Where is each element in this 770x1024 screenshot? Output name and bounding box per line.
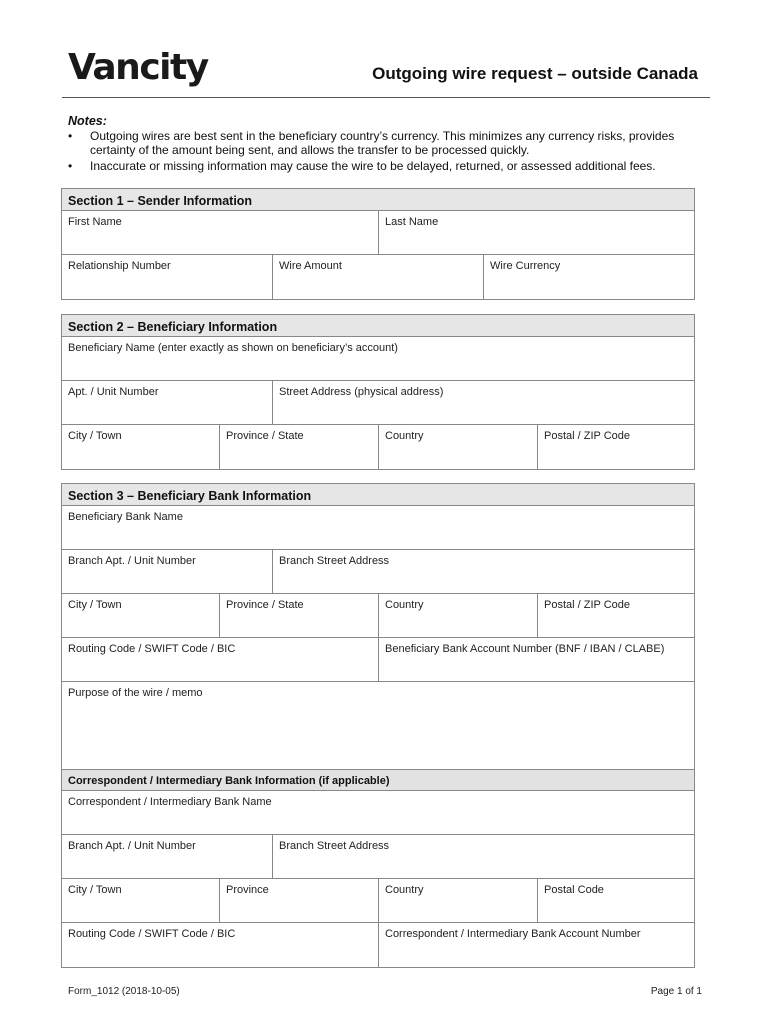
city-field[interactable]: City / Town — [62, 425, 220, 469]
section-3-title: Section 3 – Beneficiary Bank Information — [62, 484, 694, 506]
section-2-title: Section 2 – Beneficiary Information — [62, 315, 694, 337]
bank-province-field[interactable]: Province / State — [220, 594, 379, 637]
form-row — [62, 682, 694, 769]
document-title: Outgoing wire request – outside Canada — [372, 64, 698, 83]
last-name-field[interactable]: Last Name — [385, 216, 439, 228]
bank-name-field[interactable]: Beneficiary Bank Name — [68, 511, 183, 523]
form-row — [62, 255, 694, 299]
form-row — [62, 425, 694, 469]
form-id: Form_1012 (2018-10-05) — [68, 986, 180, 997]
form-row — [62, 879, 694, 923]
bank-account-number-field[interactable]: Beneficiary Bank Account Number (BNF / IBAN / CLABE) — [385, 643, 665, 655]
country-field[interactable]: Country — [379, 425, 538, 469]
wire-amount-field[interactable]: Wire Amount — [273, 255, 484, 299]
bank-country-field[interactable]: Country — [379, 594, 538, 637]
form-row — [62, 835, 694, 879]
section-beneficiary-bank-information — [61, 483, 695, 968]
correspondent-routing-code-field[interactable]: Routing Code / SWIFT Code / BIC — [62, 923, 379, 967]
relationship-number-field[interactable]: Relationship Number — [62, 255, 273, 299]
routing-code-field[interactable]: Routing Code / SWIFT Code / BIC — [62, 638, 379, 681]
section-sender-information — [61, 188, 695, 300]
branch-street-field[interactable]: Branch Street Address — [279, 555, 390, 567]
form-row — [62, 337, 694, 381]
note-item: • Outgoing wires are best sent in the beneficiary country’s currency. This minimizes any currency risks, provides certainty of the amount being sent, and allows the transfer to be processed quickly. — [68, 129, 708, 157]
form-row — [62, 638, 694, 682]
notes-title: Notes: — [68, 114, 107, 128]
beneficiary-name-field[interactable]: Beneficiary Name (enter exactly as shown on beneficiary’s account) — [68, 342, 398, 354]
correspondent-city-field[interactable]: City / Town — [62, 879, 220, 922]
purpose-memo-field[interactable]: Purpose of the wire / memo — [68, 687, 203, 699]
notes-block — [68, 114, 708, 175]
postal-code-field[interactable]: Postal / ZIP Code — [544, 430, 631, 442]
correspondent-branch-street-field[interactable]: Branch Street Address — [279, 840, 390, 852]
header-divider — [62, 97, 710, 98]
street-address-field[interactable]: Street Address (physical address) — [279, 386, 444, 398]
correspondent-account-number-field[interactable]: Correspondent / Intermediary Bank Account Number — [385, 928, 641, 940]
first-name-field[interactable]: First Name — [62, 211, 379, 254]
apt-unit-field[interactable]: Apt. / Unit Number — [62, 381, 273, 424]
section-beneficiary-information — [61, 314, 695, 470]
bank-city-field[interactable]: City / Town — [62, 594, 220, 637]
vancity-logo: Vancity — [68, 47, 208, 88]
correspondent-branch-apt-field[interactable]: Branch Apt. / Unit Number — [62, 835, 273, 878]
correspondent-province-field[interactable]: Province — [220, 879, 379, 922]
section-1-title: Section 1 – Sender Information — [62, 189, 694, 211]
branch-apt-field[interactable]: Branch Apt. / Unit Number — [62, 550, 273, 593]
wire-currency-field[interactable]: Wire Currency — [490, 260, 561, 272]
page-number: Page 1 of 1 — [650, 986, 702, 997]
correspondent-postal-code-field[interactable]: Postal Code — [544, 884, 604, 896]
form-row — [62, 923, 694, 967]
province-field[interactable]: Province / State — [220, 425, 379, 469]
form-row — [62, 506, 694, 550]
correspondent-country-field[interactable]: Country — [379, 879, 538, 922]
form-row — [62, 550, 694, 594]
correspondent-section-title: Correspondent / Intermediary Bank Information (if applicable) — [62, 769, 694, 791]
note-item: • Inaccurate or missing information may cause the wire to be delayed, returned, or assessed additional fees. — [68, 159, 708, 173]
form-row — [62, 211, 694, 255]
correspondent-bank-name-field[interactable]: Correspondent / Intermediary Bank Name — [68, 796, 272, 808]
form-row — [62, 381, 694, 425]
form-row — [62, 594, 694, 638]
notes-list — [68, 129, 708, 173]
bank-postal-code-field[interactable]: Postal / ZIP Code — [544, 599, 631, 611]
form-row — [62, 791, 694, 835]
